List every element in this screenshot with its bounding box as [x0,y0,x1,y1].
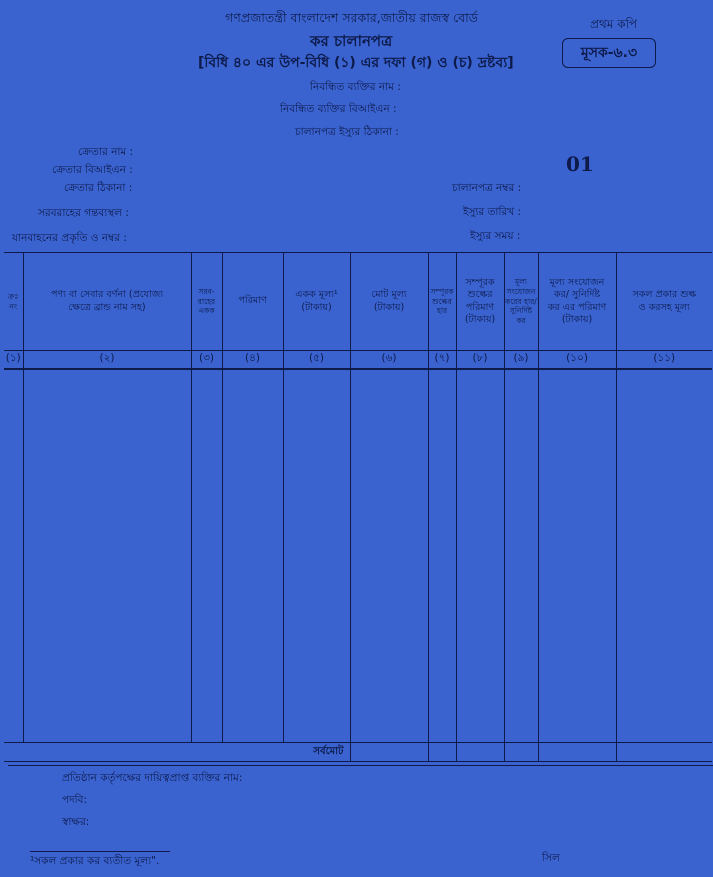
rule-reference: [বিধি ৪০ এর উপ-বিধি (১) এর দফা (গ) ও (চ) দ্রষ্টব্য] [198,55,514,71]
vehicle-field: যানবাহনের প্রকৃতি ও নম্বর : [12,232,127,244]
col-number: (৩) [191,351,222,370]
invoice-number-field: চালানপত্র নম্বর : [452,182,522,194]
issue-address-field: চালানপত্র ইস্যুর ঠিকানা : [295,126,399,138]
col-number: (১) [4,351,23,370]
col-number: (১০) [538,351,616,370]
divider-line [8,765,713,766]
col-number: (৬) [350,351,428,370]
serial-number: 01 [566,152,594,176]
table-cell [222,369,283,743]
copy-label: প্রথম কপি [590,17,638,31]
total-cell [538,743,616,762]
col-header-unit-price: একক মূল্য¹ (টাকায়) [283,253,350,351]
col-number: (৫) [283,351,350,370]
col-number: (৭) [428,351,456,370]
form-title: কর চালানপত্র [310,32,393,50]
registered-name-field: নিবন্ধিত ব্যক্তির নাম : [310,81,401,93]
destination-field: সরবরাহের গন্তব্যস্থল : [38,207,129,219]
footnote-rule [30,851,170,852]
table-cell [23,369,191,743]
col-number: (৯) [504,351,538,370]
total-cell [350,743,428,762]
col-header-vat-amount: মূল্য সংযোজন কর/ সুনির্দিষ্ট কর এর পরিমাণ (টাকায়) [538,253,616,351]
table-body-row [4,369,712,743]
col-header-sd-amount: সম্পূরক শুল্কের পরিমাণ (টাকায়) [456,253,504,351]
col-header-vat-rate: মূল্য সংযোজন করের হার/ সুনির্দিষ্ট কর [504,253,538,351]
total-cell [428,743,456,762]
issue-date-field: ইস্যুর তারিখ : [463,206,522,218]
col-header-description: পণ্য বা সেবার বর্ণনা (প্রযোজ্য ক্ষেত্রে ব্রান্ড নাম সহ) [23,253,191,351]
authorized-person-field: প্রতিষ্ঠান কর্তৃপক্ষের দায়িত্বপ্রাপ্ত ব্যক্তির নাম: [62,772,243,784]
footnote: ¹সকল প্রকার কর ব্যতীত মূল্য". [30,855,160,867]
col-header-unit: সরব-রাহের একক [191,253,222,351]
seal-label: সিল [542,852,560,864]
table-cell [191,369,222,743]
col-header-sd-rate: সম্পূরক শুল্কের হার [428,253,456,351]
designation-field: পদবি: [62,794,88,806]
col-number: (৮) [456,351,504,370]
total-cell [456,743,504,762]
total-label: সর্বমোট [4,743,350,762]
col-header-total-price: মোট মূল্য (টাকায়) [350,253,428,351]
table-cell [4,369,23,743]
col-number: (২) [23,351,191,370]
buyer-address-field: ক্রেতার ঠিকানা : [64,182,133,194]
buyer-name-field: ক্রেতার নাম : [78,146,134,158]
table-cell [428,369,456,743]
col-header-quantity: পরিমাণ [222,253,283,351]
col-header-grand-value: সকল প্রকার শুল্ক ও করসহ মূল্য [616,253,712,351]
table-cell [616,369,712,743]
total-cell [616,743,712,762]
col-number: (৪) [222,351,283,370]
table-cell [350,369,428,743]
invoice-table [4,252,712,762]
column-number-row [4,351,712,370]
table-header-row [4,253,712,351]
col-number: (১১) [616,351,712,370]
issue-time-field: ইস্যুর সময় : [470,230,521,242]
buyer-bin-field: ক্রেতার বিআইএন : [52,164,133,176]
table-cell [456,369,504,743]
total-row [4,743,712,762]
table-cell [283,369,350,743]
total-cell [504,743,538,762]
registered-bin-field: নিবন্ধিত ব্যক্তির বিআইএন : [280,103,397,115]
signature-field: স্বাক্ষর: [62,816,90,828]
col-header-serial: ক্রঃ নং [4,253,23,351]
table-cell [538,369,616,743]
government-heading: গণপ্রজাতন্ত্রী বাংলাদেশ সরকার,জাতীয় রাজস্ব বোর্ড [225,10,478,25]
form-code-badge: মূসক-৬.৩ [562,38,656,68]
table-cell [504,369,538,743]
